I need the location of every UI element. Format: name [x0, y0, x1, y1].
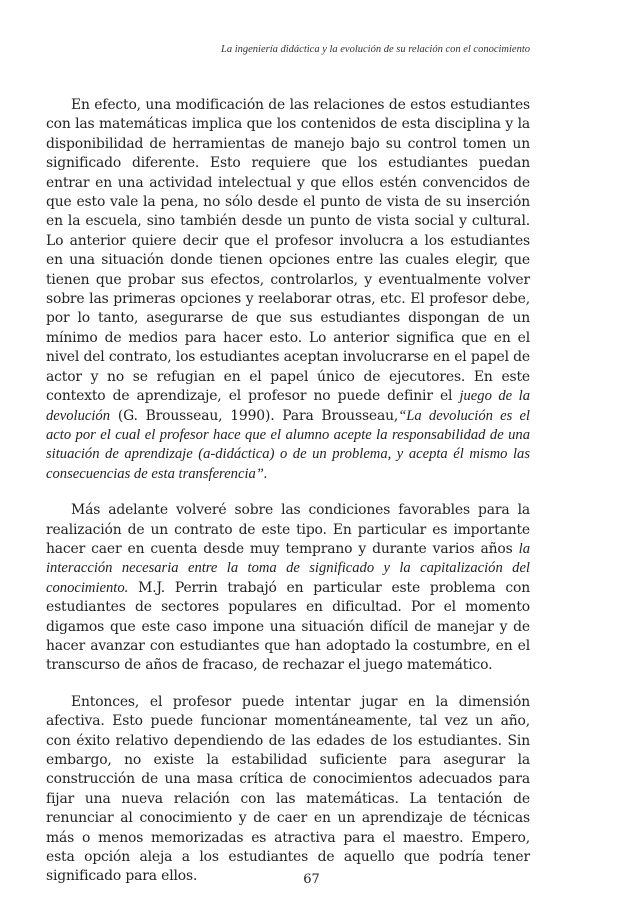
- paragraph-1-text-a: En efecto, una modificación de las relaciones de estos estudiantes con las matemáticas implica que los contenidos de esta disciplina y la disponibilidad de herramientas de manejo bajo su control tomen un significado diferente. Esto requiere que los estudiantes puedan entrar en una actividad intelectual y que ellos estén convencidos de que esto vale la pena, no sólo desde el punto de vista de su inserción en la escuela, sino también desde un punto de vista social y cultural. Lo anterior quiere decir que el profesor involucra a los estudiantes en una situación donde tienen opciones entre las cuales elegir, que tienen que probar sus efectos, controlarlos, y eventualmente volver sobre las primeras opciones y reelaborar otras, etc. El profesor debe, por lo tanto, asegurarse de que sus estudiantes dispongan de un mínimo de medios para hacer esto. Lo anterior significa que en el nivel del contrato, los estudiantes aceptan involucrarse en el papel de actor y no se refugian en el papel único de ejecutores. En este contexto de aprendizaje, el profesor no puede definir el: [46, 97, 530, 405]
- paragraph-2-italic-phrase: la interacción necesaria entre la toma de significado y la capitalización del conocimiento.: [46, 540, 530, 596]
- paragraph-1-italic-term: juego de la devolución: [46, 388, 530, 424]
- running-header: La ingeniería didáctica y la evolución de su relación con el conocimiento: [221, 44, 530, 55]
- paragraph-3-text: Entonces, el profesor puede intentar jugar en la dimensión afectiva. Esto puede funcionar momentáneamente, tal vez un año, con éxito relativo dependiendo de las edades de los estudiantes. Sin embargo, no existe la estabilidad suficiente para asegurar la construcción de una masa crítica de conocimientos adecuados para fijar una nueva relación con las matemáticas. La tentación de renunciar al conocimiento y de caer en un aprendizaje de técnicas más o menos memorizadas es atractiva para el maestro. Empero, esta opción aleja a los estudiantes de aquello que podría tener significado para ellos.: [46, 693, 530, 885]
- body-text: [46, 96, 530, 887]
- paragraph-1-text-b: (G. Brousseau, 1990). Para Brousseau,: [110, 407, 399, 424]
- paragraph-2-text-b: M.J. Perrin trabajó en particular este problema con estudiantes de sectores populares en dificultad. Por el momento digamos que este caso impone una situación difícil de manejar y de hacer avanzar con estudiantes que han adoptado la costumbre, en el transcurso de años de fracaso, de rechazar el juego matemático.: [46, 579, 530, 674]
- paragraph-2: [46, 501, 530, 676]
- paragraph-1-quote: “La devolución es el acto por el cual el profesor hace que el alumno acepte la responsabilidad de una situación de aprendizaje (a-didáctica) o de un problema, y acepta él mismo las consecuencias de esta transferencia”.: [46, 407, 530, 482]
- page-number: 67: [303, 872, 320, 887]
- paragraph-2-text-a: Más adelante volveré sobre las condiciones favorables para la realización de un contrato de este tipo. En particular es importante hacer caer en cuenta desde muy temprano y durante varios años: [46, 502, 530, 557]
- paragraph-3: [46, 693, 530, 887]
- paragraph-1: [46, 96, 530, 484]
